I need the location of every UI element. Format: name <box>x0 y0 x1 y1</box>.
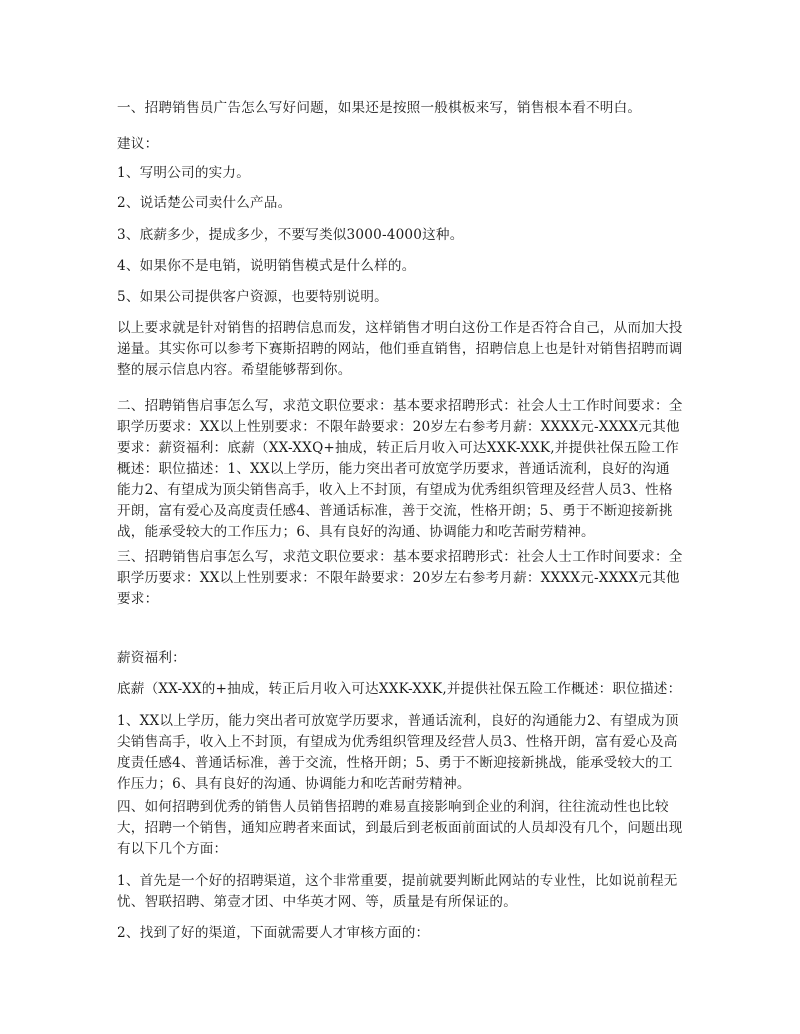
paragraph-section-1-heading: 一、招聘销售员广告怎么写好问题，如果还是按照一般棋板来写，销售根本看不明白。 <box>117 100 642 116</box>
paragraph-channel-2: 2、找到了好的渠道，下面就需要人才审核方面的： <box>117 925 430 941</box>
paragraph-suggestion-label: 建议： <box>117 136 159 152</box>
paragraph-suggestion-5: 5、如果公司提供客户资源，也要特别说明。 <box>117 289 388 305</box>
paragraph-section-2: 二、招聘销售启事怎么写，求范文职位要求：基本要求招聘形式：社会人士工作时间要求：全职学历要求：XX以上性别要求：不限年龄要求：20岁左右参考月薪：XXXX元-XXXX元其他要求：薪资福利：底薪（XX-XXQ+抽成，转正后月收入可达XXK-XXK,并提供社保五险工作概述：职位描述：1、XX以上学历，能力突出者可放宽学历要求，普通话流利，良好的沟通能力2、有望成为顶尖销售高手，收入上不封顶，有望成为优秀组织管理及经营人员3、性格开朗，富有爱心及高度责任感4、普通话标准，善于交流，性格开朗；5、勇于不断迎接新挑战，能承受较大的工作压力；6、具有良好的沟通、协调能力和吃苦耐劳精神。 <box>117 398 683 540</box>
paragraph-suggestion-3: 3、底薪多少，提成多少，不要写类似3000-4000这种。 <box>117 227 464 243</box>
paragraph-section-3: 三、招聘销售启事怎么写，求范文职位要求：基本要求招聘形式：社会人士工作时间要求：全职学历要求：XX以上性别要求：不限年龄要求：20岁左右参考月薪：XXXX元-XXXX元其他要求： <box>117 549 683 607</box>
paragraph-suggestion-2: 2、说话楚公司卖什么产品。 <box>117 195 292 211</box>
paragraph-section-4: 四、如何招聘到优秀的销售人员销售招聘的难易直接影响到企业的利润，往往流动性也比较大，招聘一个销售，通知应聘者来面试，到最后到老板面前面试的人员却没有几个，问题出现有以下几个方面： <box>117 799 683 857</box>
paragraph-salary-label: 薪资福利： <box>117 650 186 666</box>
paragraph-channel-1: 1、首先是一个好的招聘渠道，这个非常重要，提前就要判断此网站的专业性，比如说前程无忧、智联招聘、第壹才团、中华英才网、等，质量是有所保证的。 <box>117 873 678 910</box>
paragraph-summary: 以上要求就是针对销售的招聘信息而发，这样销售才明白这份工作是否符合自己，从而加大投递量。其实你可以参考下赛斯招聘的网站，他们垂直销售，招聘信息上也是针对销售招聘而调整的展示信息内容。希望能够帮到你。 <box>117 320 683 378</box>
paragraph-suggestion-1: 1、写明公司的实力。 <box>117 165 250 181</box>
paragraph-suggestion-4: 4、如果你不是电销，说明销售模式是什么样的。 <box>117 258 416 274</box>
paragraph-base-salary: 底薪（XX-XX的+抽成，转正后月收入可达XXK-XXK,并提供社保五险工作概述：职位描述： <box>117 681 682 697</box>
paragraph-job-description: 1、XX以上学历，能力突出者可放宽学历要求，普通话流利，良好的沟通能力2、有望成为顶尖销售高手，收入上不封顶，有望成为优秀组织管理及经营人员3、性格开朗，富有爱心及高度责任感4、普通话标准，善于交流，性格开朗；5、勇于不断迎接新挑战，能承受较大的工作压力；6、具有良好的沟通、协调能力和吃苦耐劳精神。 <box>117 713 679 792</box>
